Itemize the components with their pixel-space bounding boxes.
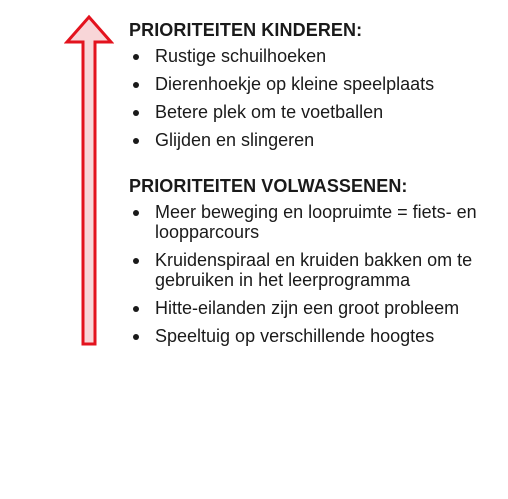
priority-arrow-icon [64,14,114,350]
section-heading-children: PRIORITEITEN KINDEREN: [129,20,363,40]
list-item: Speeltuig op verschillende hoogtes [129,326,489,346]
priority-list-adults [129,202,489,346]
list-item: Dierenhoekje op kleine speelplaats [129,74,489,94]
priorities-panel [129,18,489,354]
section-heading-adults: PRIORITEITEN VOLWASSENEN: [129,176,408,196]
list-item: Kruidenspiraal en kruiden bakken om te gebruiken in het leerprogramma [129,250,489,290]
list-item: Betere plek om te voetballen [129,102,489,122]
priority-list-children [129,46,489,150]
list-item: Hitte-eilanden zijn een groot probleem [129,298,489,318]
list-item: Rustige schuilhoeken [129,46,489,66]
list-item: Meer beweging en loopruimte = fiets- en loopparcours [129,202,489,242]
section-children [129,18,489,150]
section-adults [129,174,489,346]
list-item: Glijden en slingeren [129,130,489,150]
